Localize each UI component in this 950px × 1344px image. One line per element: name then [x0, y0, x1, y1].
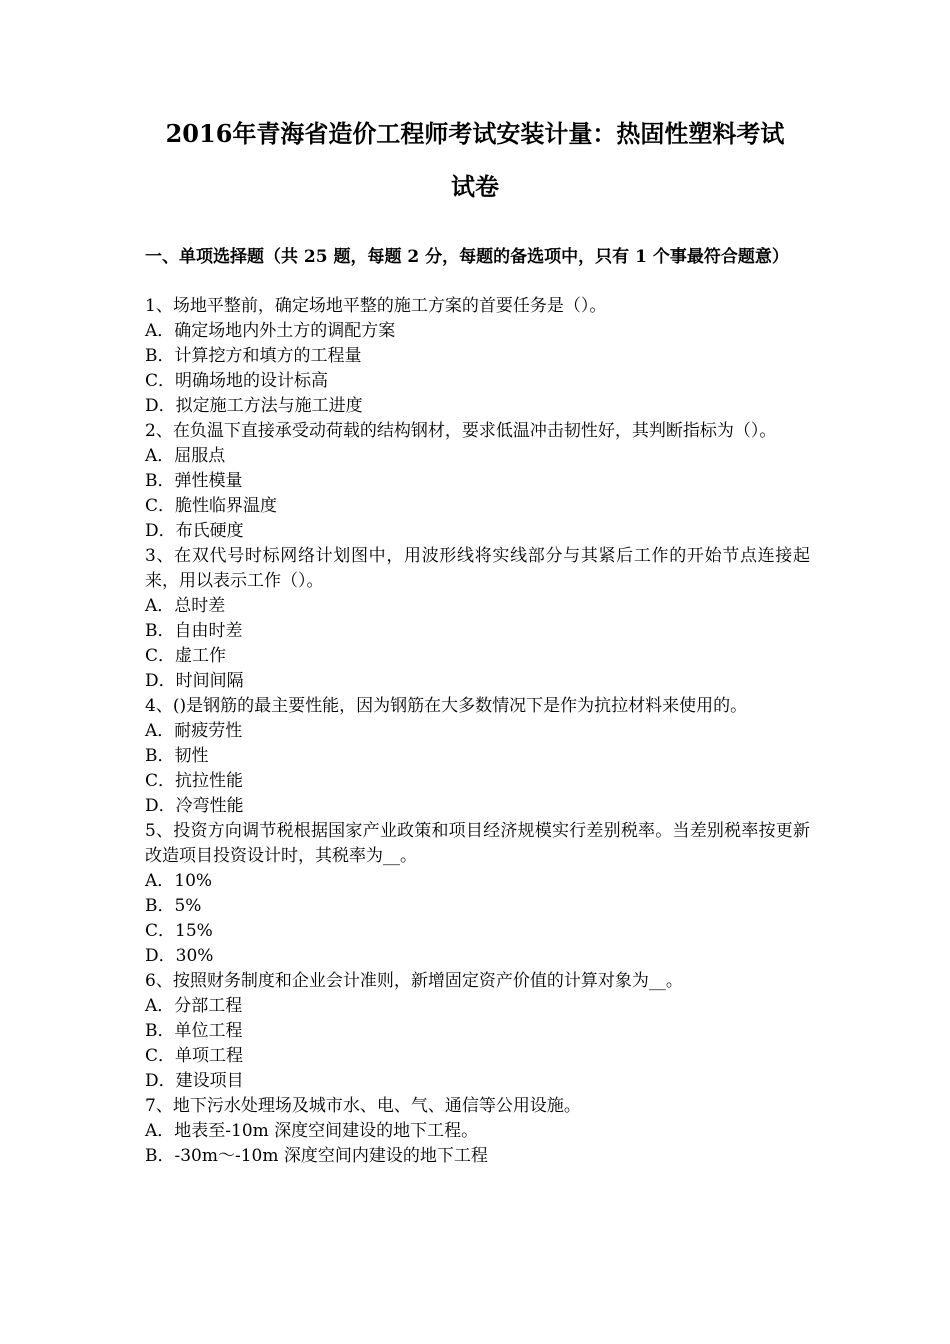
question-7	[145, 1094, 810, 1169]
question-3-option-a: A．总时差	[145, 596, 226, 616]
question-3-option-b: B．自由时差	[145, 621, 243, 641]
question-6-option-a: A．分部工程	[145, 996, 243, 1016]
question-7-option-a: A．地表至-10m 深度空间建设的地下工程。	[145, 1121, 479, 1141]
question-5	[145, 819, 810, 969]
question-6-option-b: B．单位工程	[145, 1021, 243, 1041]
question-2-option-a: A．屈服点	[145, 446, 226, 466]
question-6	[145, 969, 810, 1094]
section-heading: 一、单项选择题（共 25 题，每题 2 分，每题的备选项中，只有 1 个事最符合题意）	[145, 247, 789, 267]
question-5-option-a: A．10%	[145, 871, 213, 891]
question-list	[145, 294, 810, 1169]
question-4-option-d: D．冷弯性能	[145, 796, 244, 816]
question-5-option-d: D．30%	[145, 946, 214, 966]
question-2-option-d: D．布氏硬度	[145, 521, 244, 541]
question-3-option-c: C．虚工作	[145, 646, 227, 666]
question-2-option-c: C．脆性临界温度	[145, 496, 278, 516]
document-title-line-1: 2016年青海省造价工程师考试安装计量：热固性塑料考试	[165, 119, 785, 148]
question-2	[145, 419, 810, 544]
question-3-stem: 3、在双代号时标网络计划图中，用波形线将实线部分与其紧后工作的开始节点连接起来，用以表示工作（）。	[145, 546, 810, 591]
question-4-option-a: A．耐疲劳性	[145, 721, 243, 741]
question-6-option-d: D．建设项目	[145, 1071, 244, 1091]
question-4-option-b: B．韧性	[145, 746, 209, 766]
question-7-option-b: B．-30m～-10m 深度空间内建设的地下工程	[145, 1146, 488, 1166]
question-7-stem: 7、地下污水处理场及城市水、电、气、通信等公用设施。	[145, 1096, 581, 1116]
question-3	[145, 544, 810, 694]
question-2-stem: 2、在负温下直接承受动荷载的结构钢材，要求低温冲击韧性好，其判断指标为（）。	[145, 421, 777, 441]
question-1-option-a: A．确定场地内外土方的调配方案	[145, 321, 396, 341]
question-2-option-b: B．弹性模量	[145, 471, 243, 491]
question-1-option-b: B．计算挖方和填方的工程量	[145, 346, 362, 366]
question-6-stem: 6、按照财务制度和企业会计准则，新增固定资产价值的计算对象为__。	[145, 971, 683, 991]
question-5-option-c: C．15%	[145, 921, 213, 941]
question-5-option-b: B．5%	[145, 896, 202, 916]
question-1	[145, 294, 810, 419]
question-3-option-d: D．时间间隔	[145, 671, 244, 691]
question-4-stem: 4、()是钢筋的最主要性能，因为钢筋在大多数情况下是作为抗拉材料来使用的。	[145, 696, 748, 716]
question-1-option-c: C．明确场地的设计标高	[145, 371, 329, 391]
question-5-stem: 5、投资方向调节税根据国家产业政策和项目经济规模实行差别税率。当差别税率按更新改造项目投资设计时，其税率为__。	[145, 821, 810, 866]
question-6-option-c: C．单项工程	[145, 1046, 244, 1066]
question-4-option-c: C．抗拉性能	[145, 771, 244, 791]
question-4	[145, 694, 810, 819]
question-1-stem: 1、场地平整前，确定场地平整的施工方案的首要任务是（）。	[145, 296, 607, 316]
question-1-option-d: D．拟定施工方法与施工进度	[145, 396, 363, 416]
document-title-line-2: 试卷	[451, 172, 499, 201]
